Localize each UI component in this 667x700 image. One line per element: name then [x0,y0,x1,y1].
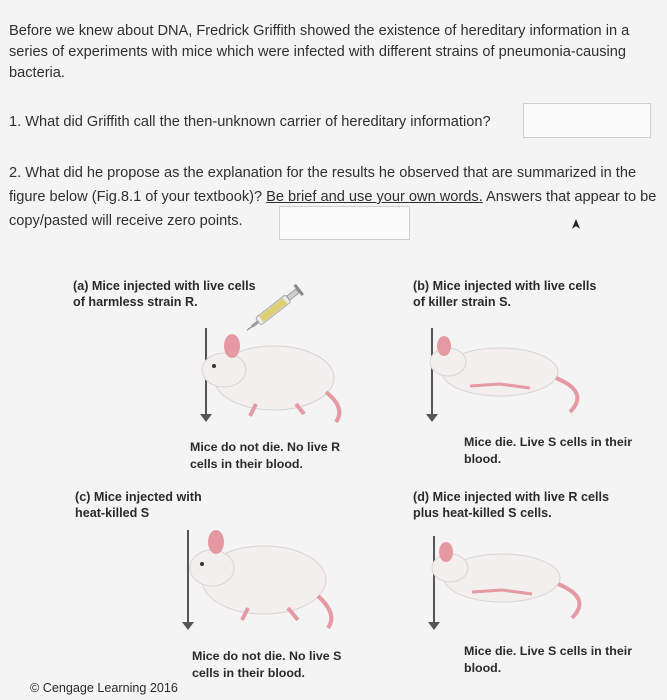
panel-b-label: (b) Mice injected with live cells of killer strain S. [413,279,597,309]
copyright-notice: © Cengage Learning 2016 [30,681,178,695]
question-2-underlined-instruction: Be brief and use your own words. [266,189,483,205]
mouse-panel-a [186,322,356,430]
intro-paragraph: Before we knew about DNA, Fredrick Griffith showed the existence of hereditary information in a series of experiments with mice which were infected with different strains of pneumonia-causing bacteria. [9,23,630,81]
panel-d-label: (d) Mice injected with live R cells plus heat-killed S cells. [413,490,609,520]
panel-b-caption: Mice die. Live S cells in their blood. [464,435,633,466]
mouse-cursor-icon [570,218,582,230]
question-2-text-after: Answers that appear to be copy/pasted will receive zero points. [9,189,657,229]
question-2-answer-input[interactable] [279,206,410,240]
question-1-text: 1. What did Griffith call the then-unknown carrier of hereditary information? [9,114,491,130]
panel-a-caption: Mice do not die. No live R cells in their blood. [190,440,341,471]
panel-c-caption: Mice do not die. No live S cells in their blood. [192,649,342,680]
mouse-panel-b [420,322,600,430]
mouse-panel-d [420,530,600,638]
question-1-answer-input[interactable] [523,103,651,138]
mouse-panel-c [168,524,348,636]
panel-a-label: (a) Mice injected with live cells of harmless strain R. [73,279,256,309]
panel-d-caption: Mice die. Live S cells in their blood. [464,644,633,675]
panel-c-label: (c) Mice injected with heat-killed S [75,490,202,520]
question-2-text-before: 2. What did he propose as the explanation for the results he observed that are summarized in the figure below (Fig.8.1 of your textbook)? [9,165,637,205]
